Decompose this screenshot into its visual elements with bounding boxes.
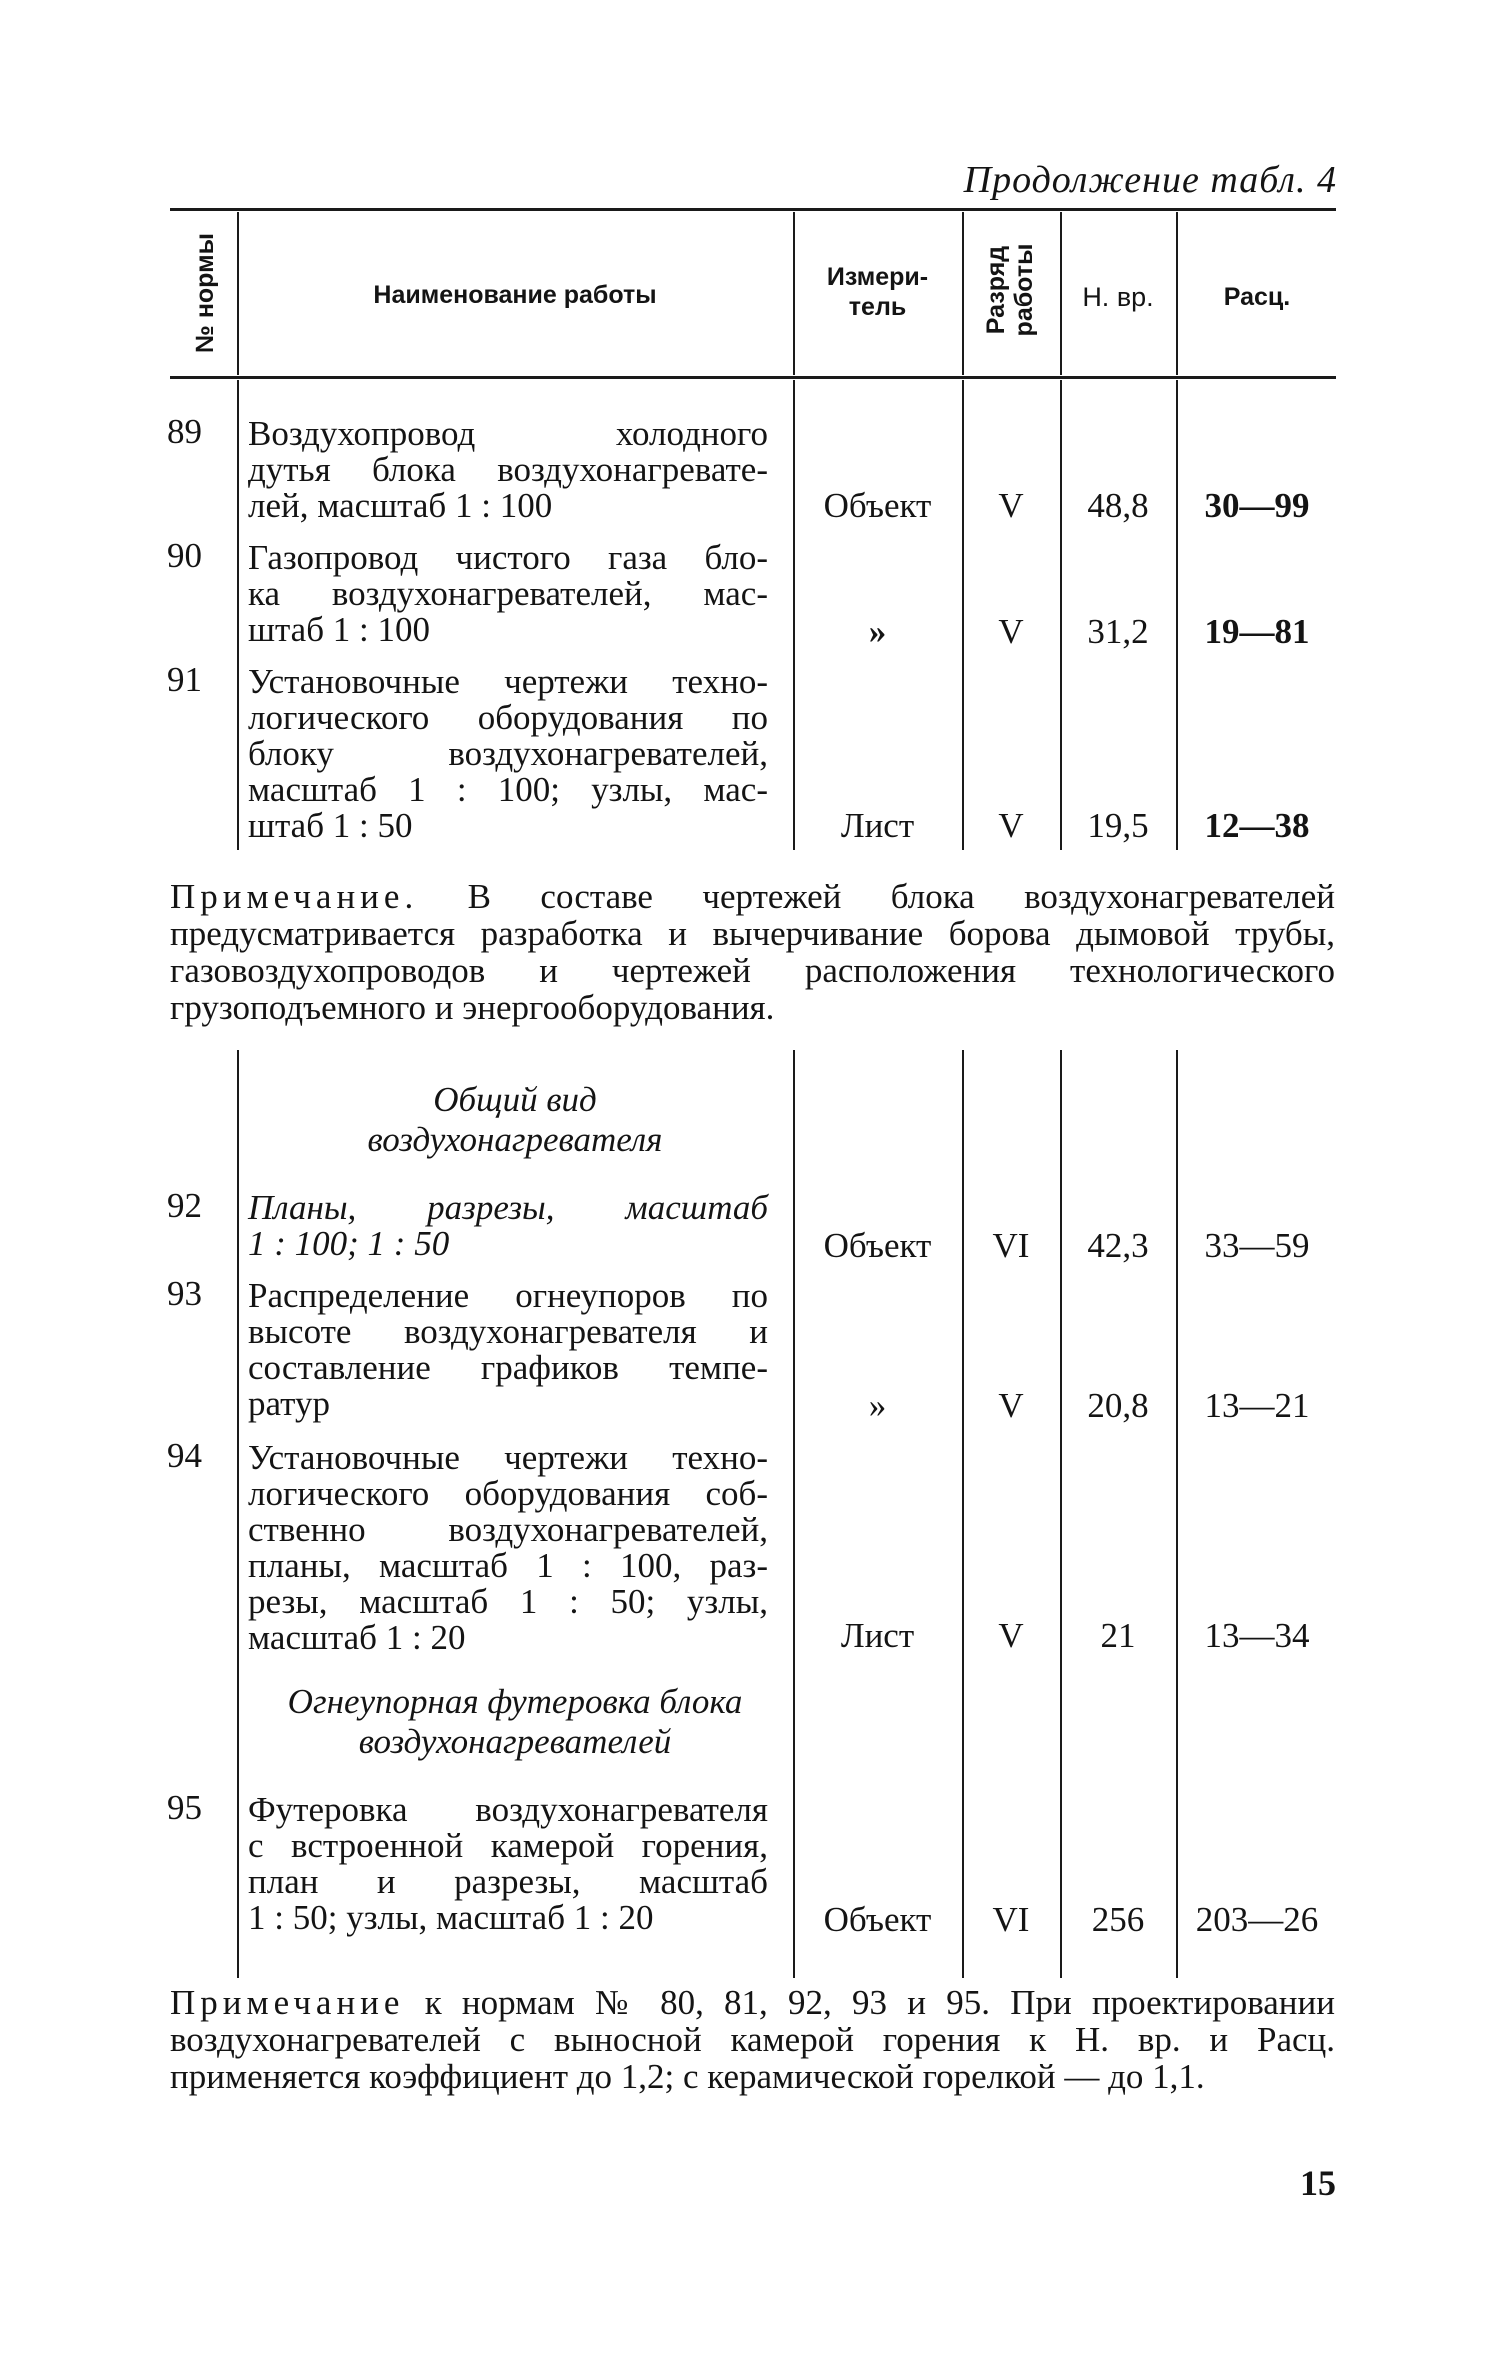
note-label: Примечание.	[170, 877, 419, 916]
time-cell: 21	[1100, 1616, 1136, 1655]
work-description	[248, 416, 768, 524]
section-title-general-view	[245, 1080, 785, 1160]
work-description	[248, 1190, 768, 1262]
desc-line: резы, масштаб 1 : 50; узлы,	[248, 1582, 768, 1621]
desc-line: Установочные чертежи техно-	[248, 662, 768, 701]
desc-line: масштаб 1 : 100; узлы, мас-	[248, 770, 768, 809]
rate-cell: 203—26	[1195, 1900, 1319, 1939]
time-cell: 42,3	[1087, 1226, 1149, 1265]
header-time: Н. вр.	[1082, 282, 1154, 312]
time-cell: 48,8	[1087, 486, 1149, 525]
note-label: Примечание	[170, 1983, 405, 2022]
norm-number: 92	[167, 1186, 202, 1225]
rate-cell: 19—81	[1204, 612, 1310, 651]
desc-line: план и разрезы, масштаб	[248, 1862, 768, 1901]
note-text: В составе чертежей блока воздухонагревателей предусматривается разработка и вычерчивание борова дымовой трубы, газовоздухопроводов и чертежей расположения технологического грузоподъемного и энергооборудования.	[170, 877, 1336, 1027]
col-divider	[1060, 1050, 1062, 1978]
header-grade-line1: Разряд	[982, 245, 1010, 335]
grade-cell: V	[998, 486, 1024, 525]
desc-line: высоте воздухонагревателя и	[248, 1312, 768, 1351]
desc-line: дутья блока воздухонагревате-	[248, 450, 768, 489]
desc-line: логического оборудования по	[248, 698, 768, 737]
unit-cell: Лист	[840, 1616, 915, 1655]
desc-line: планы, масштаб 1 : 100, раз-	[248, 1546, 768, 1585]
desc-line: 1 : 100; 1 : 50	[248, 1224, 450, 1263]
desc-line: с встроенной камерой горения,	[248, 1826, 768, 1865]
desc-line: Газопровод чистого газа бло-	[248, 538, 768, 577]
section-title-line1: Общий вид	[433, 1080, 597, 1119]
header-unit-line1: Измери-	[826, 263, 929, 291]
col-divider	[237, 1050, 239, 1978]
norm-number: 90	[167, 536, 202, 575]
desc-line: ратур	[248, 1384, 330, 1423]
grade-cell: V	[998, 1616, 1024, 1655]
norm-number: 91	[167, 660, 202, 699]
work-description	[248, 1792, 768, 1936]
page-number: 15	[1300, 2163, 1336, 2203]
desc-line: составление графиков темпе-	[248, 1348, 768, 1387]
section-title-refractory-lining	[245, 1682, 785, 1762]
col-divider	[237, 212, 239, 375]
grade-cell: V	[998, 612, 1024, 651]
desc-line: штаб 1 : 100	[248, 610, 430, 649]
col-divider	[793, 1050, 795, 1978]
unit-cell: »	[868, 612, 887, 651]
grade-cell: VI	[992, 1226, 1030, 1265]
header-norm-no: № нормы	[191, 233, 219, 353]
note-text: к нормам № 80, 81, 92, 93 и 95. При проектировании воздухонагревателей с выносной камерой горения к Н. вр. и Расц. применяется коэффициент до 1,2; с керамической горелкой — до 1,1.	[170, 1983, 1335, 2096]
table-header-rule	[170, 376, 1336, 379]
rate-cell: 30—99	[1204, 486, 1310, 525]
desc-line: Установочные чертежи техно-	[248, 1438, 768, 1477]
col-divider	[1176, 1050, 1178, 1978]
header-unit	[795, 262, 960, 322]
desc-line: ственно воздухонагревателей,	[248, 1510, 768, 1549]
rate-cell: 13—21	[1204, 1386, 1310, 1425]
unit-cell: Объект	[823, 1900, 932, 1939]
desc-line: Футеровка воздухонагревателя	[248, 1790, 768, 1829]
desc-line: блоку воздухонагревателей,	[248, 734, 768, 773]
desc-line: масштаб 1 : 20	[248, 1618, 466, 1657]
desc-line: Распределение огнеупоров по	[248, 1276, 768, 1315]
grade-cell: VI	[992, 1900, 1030, 1939]
norm-number: 95	[167, 1788, 202, 1827]
desc-line: ка воздухонагревателей, мас-	[248, 574, 768, 613]
norm-number: 94	[167, 1436, 202, 1475]
grade-cell: V	[998, 1386, 1024, 1425]
header-grade	[982, 220, 1038, 360]
desc-line: Планы, разрезы, масштаб	[248, 1188, 768, 1227]
note-block-1	[170, 878, 1335, 1026]
section-title-line1: Огнеупорная футеровка блока	[287, 1682, 743, 1721]
unit-cell: Лист	[840, 806, 915, 845]
desc-line: логического оборудования соб-	[248, 1474, 768, 1513]
norm-number: 89	[167, 412, 202, 451]
header-rate: Расц.	[1223, 283, 1291, 311]
rate-cell: 33—59	[1204, 1226, 1310, 1265]
rate-cell: 13—34	[1204, 1616, 1310, 1655]
table-continuation-label: Продолжение табл. 4	[963, 159, 1337, 201]
grade-cell: V	[998, 806, 1024, 845]
header-work-name: Наименование работы	[373, 281, 657, 309]
unit-cell: Объект	[823, 1226, 932, 1265]
section-title-line2: воздухонагревателей	[358, 1722, 672, 1761]
time-cell: 256	[1091, 1900, 1145, 1939]
work-description	[248, 540, 768, 648]
time-cell: 20,8	[1087, 1386, 1149, 1425]
desc-line: Воздухопровод холодного	[248, 414, 768, 453]
work-description	[248, 1440, 768, 1656]
work-description	[248, 664, 768, 844]
col-divider	[962, 1050, 964, 1978]
col-divider	[237, 380, 239, 850]
desc-line: 1 : 50; узлы, масштаб 1 : 20	[248, 1898, 654, 1937]
time-cell: 31,2	[1087, 612, 1149, 651]
desc-line: штаб 1 : 50	[248, 806, 413, 845]
norm-number: 93	[167, 1274, 202, 1313]
table-top-rule	[170, 208, 1336, 211]
rate-cell: 12—38	[1204, 806, 1310, 845]
header-grade-line2: работы	[1010, 243, 1038, 337]
note-block-2	[170, 1984, 1335, 2095]
unit-cell: Объект	[823, 486, 932, 525]
desc-line: лей, масштаб 1 : 100	[248, 486, 553, 525]
section-title-line2: воздухонагревателя	[367, 1120, 663, 1159]
work-description	[248, 1278, 768, 1422]
header-unit-line2: тель	[848, 293, 907, 321]
time-cell: 19,5	[1087, 806, 1149, 845]
col-divider	[962, 212, 964, 375]
unit-cell: »	[868, 1386, 887, 1425]
